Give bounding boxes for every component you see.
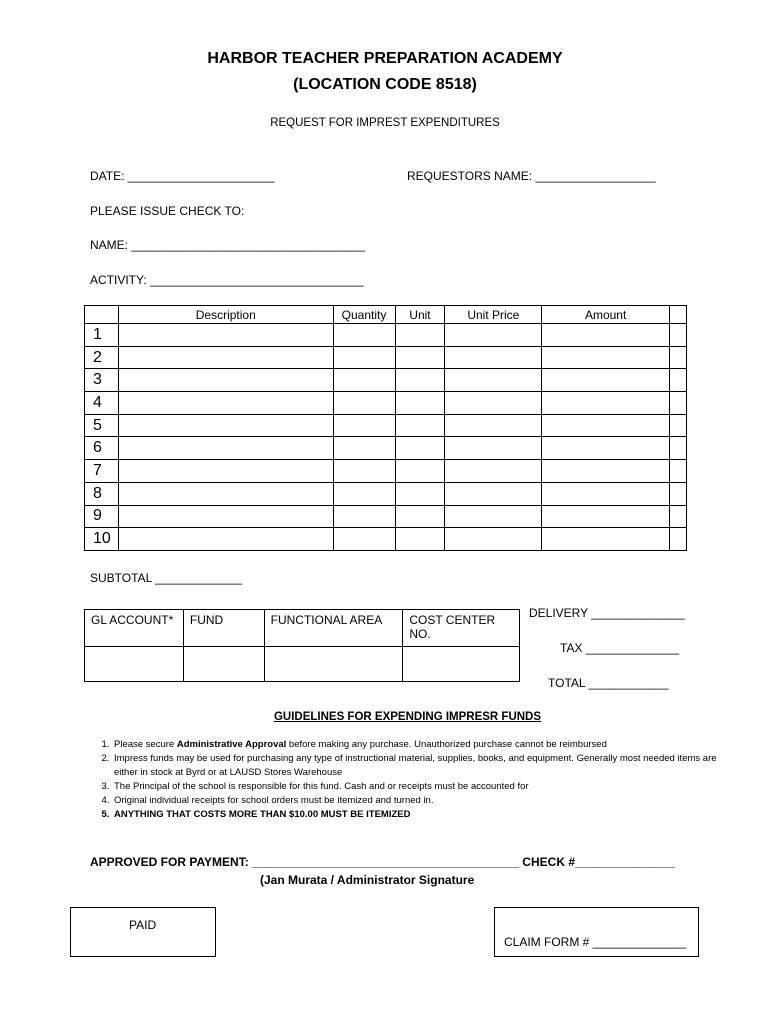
unit-cell[interactable] [395,346,445,369]
amount-cell[interactable] [542,482,670,505]
amount-cell[interactable] [542,346,670,369]
table-row [85,392,687,415]
fund-header: FUND [183,610,264,647]
delivery-field[interactable]: DELIVERY ______________ [529,606,685,620]
cost-center-header-label: COST CENTER NO. [409,613,496,641]
functional-area-cell[interactable] [264,647,403,682]
list-item: 4. Original individual receipts for school orders must be itemized and turned in. [112,794,722,808]
extra-cell [670,482,687,505]
gl-account-cell[interactable] [85,647,184,682]
row-number: 1 [85,324,119,347]
fund-cell[interactable] [183,647,264,682]
gl-header-row [85,610,520,647]
table-row [85,505,687,528]
description-cell[interactable] [118,369,333,392]
description-cell[interactable] [118,482,333,505]
row-number: 9 [85,505,119,528]
unit-cell[interactable] [395,528,445,551]
cost-center-cell[interactable] [403,647,520,682]
list-item: 2. Impress funds may be used for purchasing any type of instructional material, supplies, books, and equipment. Generally most needed items are either in stock at Byrd or at LAUSD Stores Warehouse [112,752,722,780]
description-cell[interactable] [118,460,333,483]
quantity-cell[interactable] [333,482,395,505]
quantity-cell[interactable] [333,437,395,460]
table-row [85,324,687,347]
total-field[interactable]: TOTAL ____________ [548,676,669,690]
amount-cell[interactable] [542,505,670,528]
row-number: 3 [85,369,119,392]
description-cell[interactable] [118,528,333,551]
items-header-num [85,306,119,324]
form-title: REQUEST FOR IMPREST EXPENDITURES [270,117,500,129]
activity-field[interactable]: ACTIVITY: ________________________________ [90,273,364,287]
items-header-unit: Unit [395,306,445,324]
quantity-cell[interactable] [333,346,395,369]
row-number: 8 [85,482,119,505]
gl-account-header: GL ACCOUNT* [85,610,184,647]
date-field[interactable]: DATE: ______________________ [90,169,275,183]
approved-for-payment-line[interactable]: APPROVED FOR PAYMENT: ________________________________________ CHECK #_______________ [90,855,676,869]
list-item: 3. The Principal of the school is responsible for this fund. Cash and or receipts must be accounted for [112,780,722,794]
items-header-quantity: Quantity [333,306,395,324]
amount-cell[interactable] [542,369,670,392]
unit-price-cell[interactable] [445,369,542,392]
description-cell[interactable] [118,414,333,437]
table-row [85,460,687,483]
description-cell[interactable] [118,437,333,460]
row-number: 10 [85,528,119,551]
items-header-row [85,306,687,324]
unit-cell[interactable] [395,505,445,528]
name-field[interactable]: NAME: ___________________________________ [90,238,365,252]
amount-cell[interactable] [542,324,670,347]
extra-cell [670,369,687,392]
unit-price-cell[interactable] [445,505,542,528]
amount-cell[interactable] [542,414,670,437]
quantity-cell[interactable] [333,460,395,483]
unit-price-cell[interactable] [445,528,542,551]
extra-cell [670,460,687,483]
table-row [85,528,687,551]
unit-cell[interactable] [395,460,445,483]
extra-cell [670,414,687,437]
quantity-cell[interactable] [333,505,395,528]
list-item [112,738,722,752]
table-row [85,482,687,505]
location-code: (LOCATION CODE 8518) [293,76,477,93]
items-header-description: Description [118,306,333,324]
paid-box [70,907,216,957]
row-number: 6 [85,437,119,460]
table-row [85,414,687,437]
table-row [85,437,687,460]
unit-cell[interactable] [395,369,445,392]
description-cell[interactable] [118,392,333,415]
row-number: 4 [85,392,119,415]
row-number: 7 [85,460,119,483]
amount-cell[interactable] [542,460,670,483]
unit-price-cell[interactable] [445,482,542,505]
extra-cell [670,392,687,415]
amount-cell[interactable] [542,528,670,551]
description-cell[interactable] [118,505,333,528]
tax-field[interactable]: TAX ______________ [560,641,680,655]
guidelines-list [84,738,722,822]
description-cell[interactable] [118,346,333,369]
guidelines-title: GUIDELINES FOR EXPENDING IMPRESR FUNDS [273,711,542,723]
quantity-cell[interactable] [333,369,395,392]
quantity-cell[interactable] [333,324,395,347]
guideline-1-bold: Administrative Approval [176,739,287,750]
unit-cell[interactable] [395,482,445,505]
extra-cell [670,437,687,460]
unit-price-cell[interactable] [445,460,542,483]
guideline-1-post: before making any purchase. Unauthorized purchase cannot be reimbursed [286,739,607,750]
claim-form-box [494,907,699,957]
unit-cell[interactable] [395,414,445,437]
table-row [85,346,687,369]
unit-cell[interactable] [395,392,445,415]
table-row [85,369,687,392]
quantity-cell[interactable] [333,414,395,437]
unit-price-cell[interactable] [445,392,542,415]
unit-price-cell[interactable] [445,437,542,460]
unit-price-cell[interactable] [445,414,542,437]
extra-cell [670,505,687,528]
table-row [85,647,520,682]
items-header-amount: Amount [542,306,670,324]
row-number: 5 [85,414,119,437]
school-name: HARBOR TEACHER PREPARATION ACADEMY [207,50,563,67]
unit-cell[interactable] [395,437,445,460]
issue-check-label: PLEASE ISSUE CHECK TO: [90,204,245,218]
row-number: 2 [85,346,119,369]
description-cell[interactable] [118,324,333,347]
administrator-signature-label: (Jan Murata / Administrator Signature [260,873,475,887]
guideline-1-pre: Please secure [114,739,177,750]
unit-cell[interactable] [395,324,445,347]
functional-area-header: FUNCTIONAL AREA [264,610,403,647]
unit-price-cell[interactable] [445,346,542,369]
items-table [84,305,687,551]
gl-account-table [84,609,520,682]
claim-form-field[interactable]: CLAIM FORM # ______________ [504,935,687,949]
subtotal-field[interactable]: SUBTOTAL _____________ [90,571,242,585]
paid-label: PAID [129,918,157,932]
items-header-extra [670,306,687,324]
extra-cell [670,324,687,347]
extra-cell [670,346,687,369]
extra-cell [670,528,687,551]
amount-cell[interactable] [542,392,670,415]
requestor-name-field[interactable]: REQUESTORS NAME: __________________ [407,169,656,183]
list-item: 5. ANYTHING THAT COSTS MORE THAN $10.00 MUST BE ITEMIZED [112,808,722,822]
cost-center-header [403,610,520,647]
quantity-cell[interactable] [333,392,395,415]
amount-cell[interactable] [542,437,670,460]
quantity-cell[interactable] [333,528,395,551]
items-header-unit-price: Unit Price [445,306,542,324]
unit-price-cell[interactable] [445,324,542,347]
